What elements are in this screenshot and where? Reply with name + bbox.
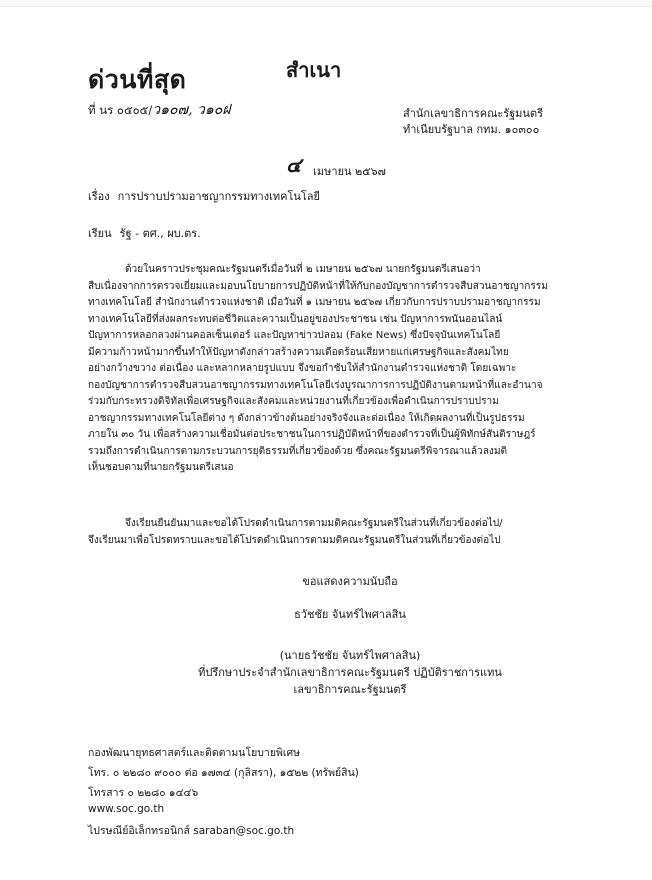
- closing-regards: ขอแสดงความนับถือ: [302, 575, 398, 588]
- body-line: จึงเรียนยืนยันมาและขอได้โปรดดำเนินการตามมติคณะรัฐมนตรีในส่วนที่เกี่ยวข้องต่อไป/: [125, 518, 503, 529]
- body-line: อย่างกว้างขวาง ต่อเนื่อง และหลากหลายรูปแบบ จึงขอกำชับให้สำนักงานตำรวจแห่งชาติ โดยเฉพาะ: [88, 363, 517, 374]
- signature-name: ธวัชชัย จันทร์ไพศาลสิน: [294, 608, 406, 621]
- footer-phone: โทร. ๐ ๒๒๘๐ ๙๐๐๐ ต่อ ๑๗๓๔ (กุลิสรา), ๑๕๒๒ (ทรัพย์สิน): [88, 767, 359, 779]
- body-line: จึงเรียนมาเพื่อโปรดทราบและขอได้โปรดดำเนินการตามมติคณะรัฐมนตรีในส่วนที่เกี่ยวข้องต่อไป: [88, 534, 501, 546]
- reference-handwritten: ว๑๐๗, ว๑๐ฝ: [152, 102, 231, 118]
- date-month-year: เมษายน ๒๕๖๗: [313, 165, 386, 178]
- body-line: เห็นชอบตามที่นายกรัฐมนตรีเสนอ: [88, 462, 234, 473]
- subject-label: เรื่อง: [88, 190, 110, 203]
- body-paragraph-2: [88, 516, 575, 549]
- urgency-heading: ด่วนที่สุด: [88, 65, 187, 94]
- footer-fax: โทรสาร ๐ ๒๒๘๐ ๑๔๔๖: [88, 787, 199, 799]
- copy-stamp: สำเนา: [286, 58, 342, 82]
- body-line: ปัญหาการหลอกลวงผ่านคอลเซ็นเตอร์ และปัญหาข่าวปลอม (Fake News) ซึ่งปัจจุบันเทคโนโลยี: [88, 330, 501, 341]
- footer-email: ไปรษณีย์อิเล็กทรอนิกส์ saraban@soc.go.th: [88, 825, 295, 837]
- body-line: อาชญากรรมทางเทคโนโลยีต่าง ๆ ดังกล่าวข้างต้นอย่างจริงจังและต่อเนื่อง ให้เกิดผลงานที่เป็นรูปธรรม: [88, 412, 525, 424]
- body-line: กองบัญชาการตำรวจสืบสวนอาชญากรรมทางเทคโนโลยีเร่งบูรณาการการปฏิบัติงานตามหน้าที่และอำนาจ: [88, 379, 543, 391]
- footer-website: www.soc.go.th: [88, 803, 165, 815]
- salutation-label: เรียน: [88, 227, 112, 240]
- subject-line: [88, 187, 320, 205]
- office-name: สำนักเลขาธิการคณะรัฐมนตรี: [403, 107, 543, 120]
- body-line: ร่วมกับกระทรวงดิจิทัลเพื่อเศรษฐกิจและสังคมและหน่วยงานที่เกี่ยวข้องเพื่อดำเนินการปราบปราม: [88, 396, 499, 407]
- salutation-line: [88, 224, 201, 242]
- body-line: รวมถึงการดำเนินการตามกระบวนการยุติธรรมที่เกี่ยวข้องด้วย ซึ่งคณะรัฐมนตรีพิจารณาแล้วลงมติ: [88, 445, 508, 457]
- office-address: ทำเนียบรัฐบาล กทม. ๑๐๓๐๐: [403, 123, 540, 136]
- position-line-2: เลขาธิการคณะรัฐมนตรี: [293, 683, 407, 696]
- position-line-1: ที่ปรึกษาประจำสำนักเลขาธิการคณะรัฐมนตรี ปฏิบัติราชการแทน: [198, 666, 502, 679]
- date-day-handwritten: ๔: [286, 153, 302, 177]
- reference-prefix: ที่ นร ๐๕๐๕/: [88, 103, 153, 117]
- body-line: ด้วยในคราวประชุมคณะรัฐมนตรีเมื่อวันที่ ๒ เมษายน ๒๕๖๗ นายกรัฐมนตรีเสนอว่า: [125, 264, 481, 275]
- document-date: [286, 152, 386, 184]
- body-line: ทางเทคโนโลยีที่ส่งผลกระทบต่อชีวิตและความเป็นอยู่ของประชาชน เช่น ปัญหาการพนันออนไลน์: [88, 313, 503, 325]
- footer-division: กองพัฒนายุทธศาสตร์และติดตามนโยบายพิเศษ: [88, 747, 301, 759]
- subject-text: การปราบปรามอาชญากรรมทางเทคโนโลยี: [117, 190, 320, 203]
- printed-name: (นายธวัชชัย จันทร์ไพศาลสิน): [279, 649, 421, 662]
- body-line: มีความก้าวหน้ามากขึ้นทำให้ปัญหาดังกล่าวสร้างความเดือดร้อนเสียหายแก่เศรษฐกิจและสังคมไทย: [88, 346, 509, 358]
- body-line: สืบเนื่องจากการตรวจเยี่ยมและมอบนโยบายการปฏิบัติหน้าที่ให้กับกองบัญชาการตำรวจสืบสวนอาชญากรรม: [88, 280, 548, 292]
- body-paragraph-1: [88, 262, 575, 477]
- reference-number: [88, 99, 230, 121]
- salutation-text: รัฐ - ตศ., ผบ.ตร.: [119, 227, 201, 240]
- body-line: ทางเทคโนโลยี สำนักงานตำรวจแห่งชาติ เมื่อวันที่ ๑ เมษายน ๒๕๖๗ เกี่ยวกับการปราบปรามอาชญากรรม: [88, 297, 541, 308]
- page-top-edge: [0, 0, 652, 7]
- body-line: ภายใน ๓๐ วัน เพื่อสร้างความเชื่อมั่นต่อประชาชนในการปฏิบัติหน้าที่ของตำรวจที่เป็นผู้พิทักษ์สันติราษฎร์: [88, 429, 536, 440]
